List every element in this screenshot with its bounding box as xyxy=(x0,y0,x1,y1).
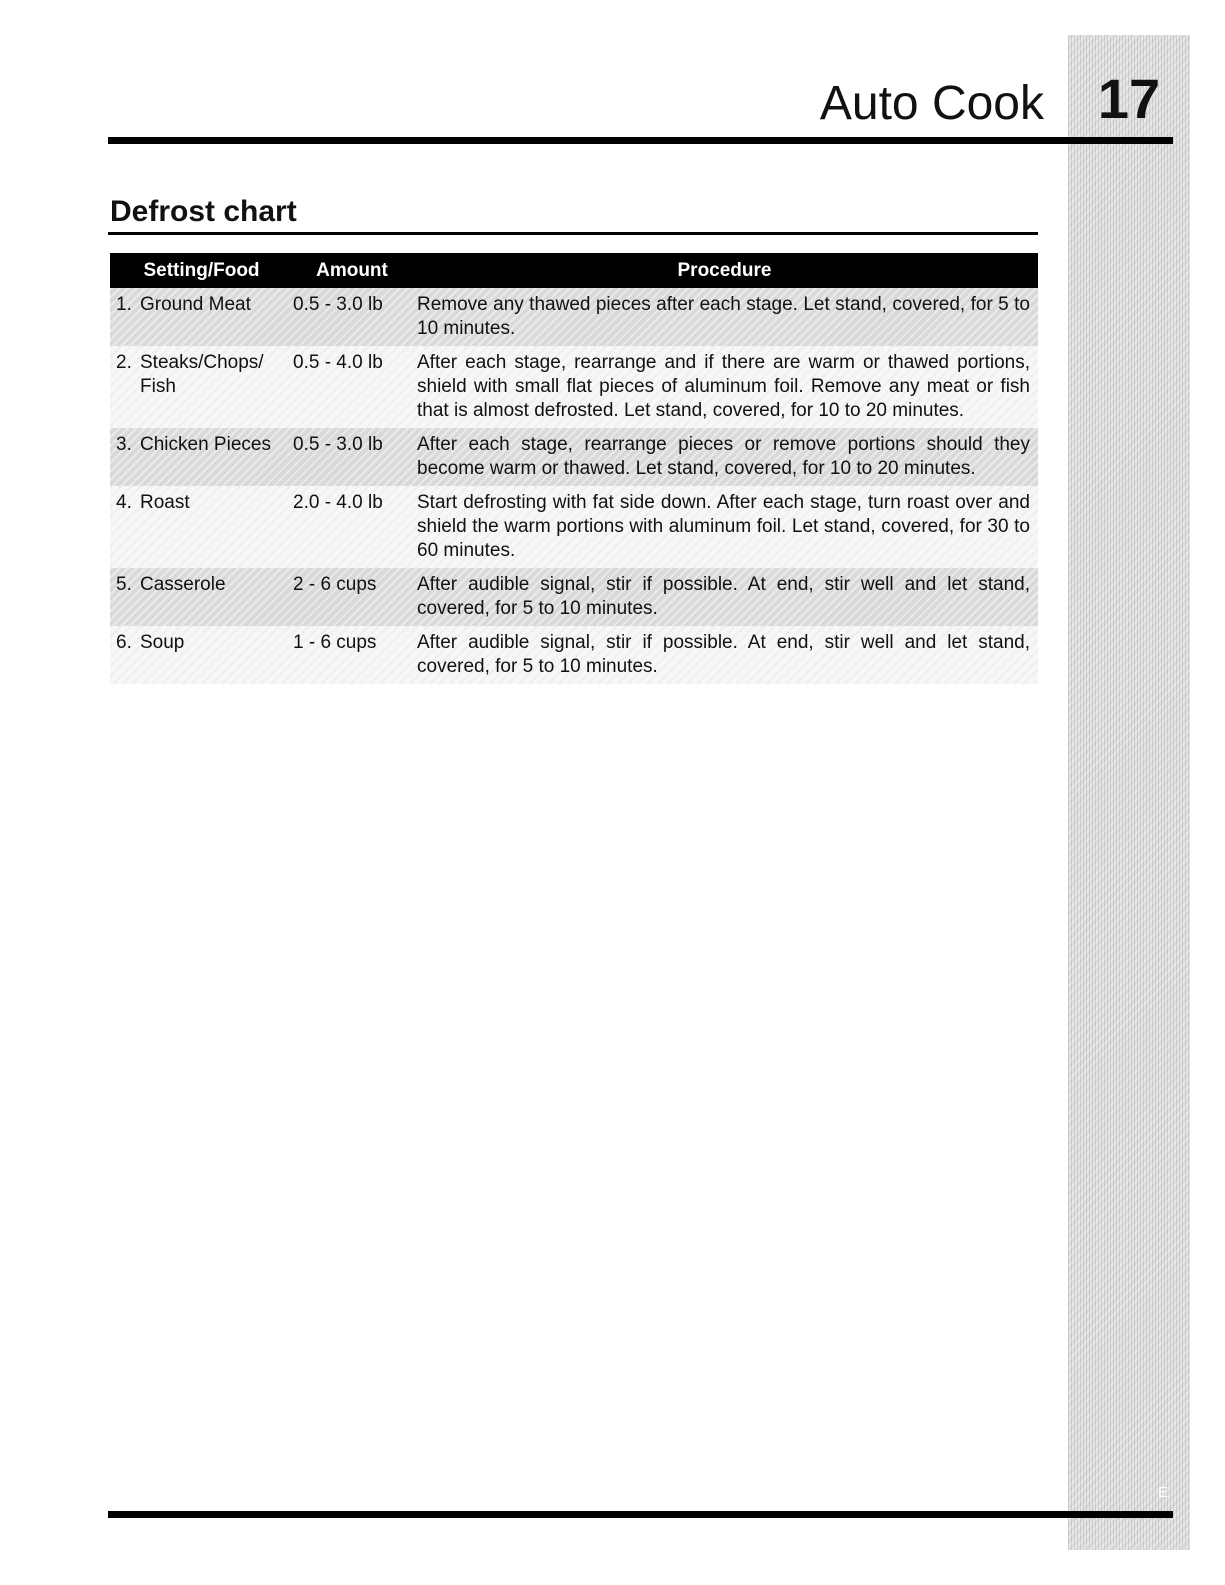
procedure-cell: After audible signal, stir if possible. At end, stir well and let stand, covered, for 5 to 10 minutes. xyxy=(417,574,1030,619)
column-header-amount: Amount xyxy=(316,259,388,281)
page-number: 17 xyxy=(1097,67,1161,130)
footer-rule xyxy=(108,1511,1173,1518)
setting-name: Casserole xyxy=(140,574,226,595)
procedure-cell: After audible signal, stir if possible. At end, stir well and let stand, covered, for 5 to 10 minutes. xyxy=(417,632,1030,677)
table-row xyxy=(110,428,1038,486)
row-number: 2. xyxy=(116,352,132,373)
chart-header-row xyxy=(110,253,1038,288)
table-row xyxy=(110,626,1038,684)
setting-cell xyxy=(110,631,293,679)
row-number: 1. xyxy=(116,294,132,315)
row-number: 5. xyxy=(116,574,132,595)
defrost-chart xyxy=(110,253,1038,684)
amount-cell: 1 - 6 cups xyxy=(293,632,377,653)
side-tab xyxy=(1068,35,1190,1550)
section-title: Defrost chart xyxy=(110,195,297,228)
setting-cell xyxy=(110,573,293,621)
amount-cell: 2 - 6 cups xyxy=(293,574,377,595)
amount-cell: 0.5 - 3.0 lb xyxy=(293,434,383,455)
column-header-procedure: Procedure xyxy=(677,259,772,281)
column-header-setting: Setting/Food xyxy=(143,259,260,281)
setting-name: Steaks/Chops/ Fish xyxy=(140,352,264,397)
setting-name: Soup xyxy=(140,632,185,653)
table-row xyxy=(110,568,1038,626)
procedure-cell: After each stage, rearrange pieces or remove portions should they become warm or thawed. Let stand, covered, for 10 to 20 minutes. xyxy=(417,434,1030,479)
setting-cell xyxy=(110,351,293,423)
row-number: 6. xyxy=(116,632,132,653)
table-row xyxy=(110,288,1038,346)
procedure-cell: Remove any thawed pieces after each stage. Let stand, covered, for 5 to 10 minutes. xyxy=(417,294,1030,339)
side-tab-letter: E xyxy=(1158,1484,1169,1501)
setting-cell xyxy=(110,293,293,341)
table-row xyxy=(110,486,1038,568)
amount-cell: 0.5 - 4.0 lb xyxy=(293,352,383,373)
section-rule xyxy=(108,232,1038,235)
amount-cell: 2.0 - 4.0 lb xyxy=(293,492,383,513)
setting-cell xyxy=(110,433,293,481)
table-row xyxy=(110,346,1038,428)
row-number: 3. xyxy=(116,434,132,455)
procedure-cell: Start defrosting with fat side down. After each stage, turn roast over and shield the warm portions with aluminum foil. Let stand, covered, for 30 to 60 minutes. xyxy=(417,492,1030,561)
page-header-title: Auto Cook xyxy=(819,77,1044,130)
setting-name: Chicken Pieces xyxy=(140,434,271,455)
header-rule xyxy=(108,137,1173,144)
setting-name: Roast xyxy=(140,492,190,513)
row-number: 4. xyxy=(116,492,132,513)
amount-cell: 0.5 - 3.0 lb xyxy=(293,294,383,315)
setting-cell xyxy=(110,491,293,563)
procedure-cell: After each stage, rearrange and if there are warm or thawed portions, shield with small flat pieces of aluminum foil. Remove any meat or fish that is almost defrosted. Let stand, covered, for 10 to 20 minutes. xyxy=(417,352,1030,421)
setting-name: Ground Meat xyxy=(140,294,251,315)
